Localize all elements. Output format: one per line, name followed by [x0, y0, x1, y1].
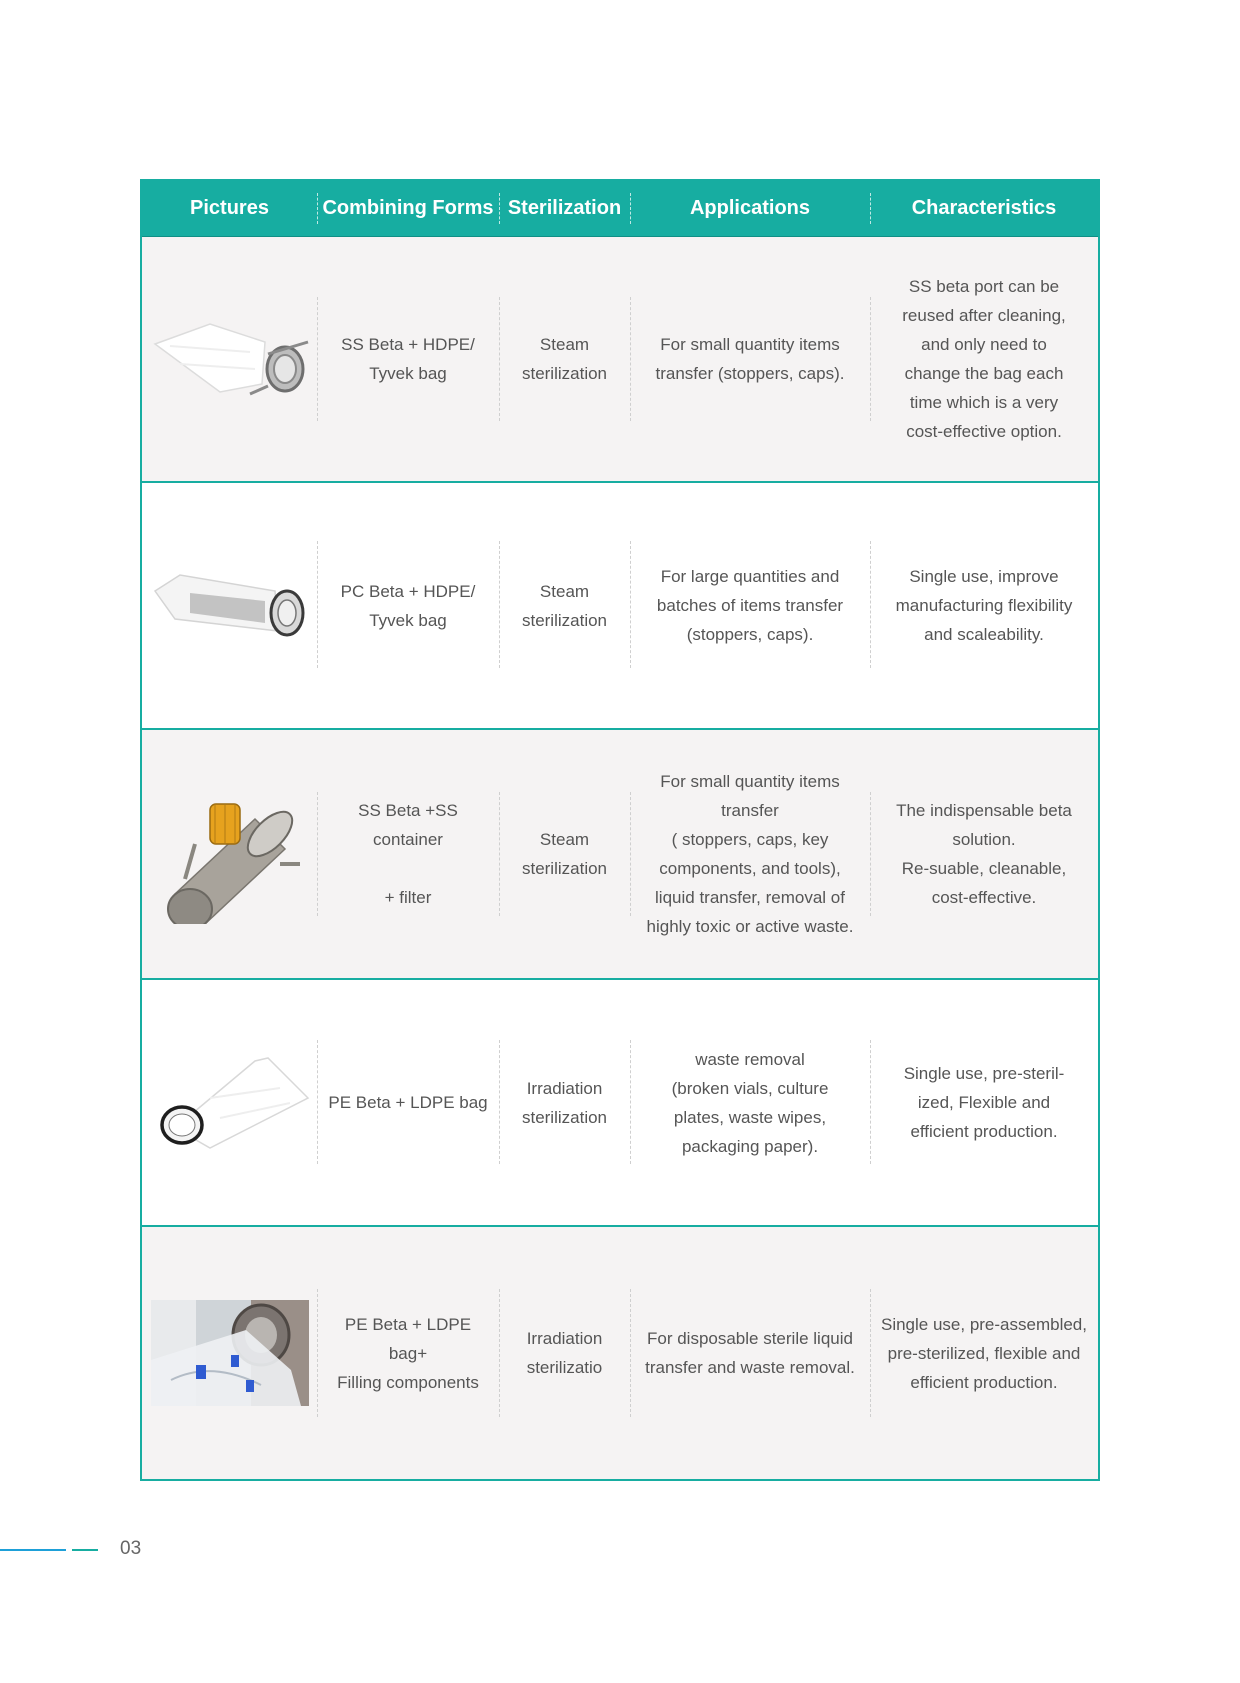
- table-row: [142, 1227, 1098, 1479]
- table-row: [142, 980, 1098, 1227]
- application: For small quantity items transfer ( stoppers, caps, key components, and tools), liquid transfer, removal of highly toxic or active waste.: [646, 772, 854, 936]
- sterilization: Irradiation sterilizatio: [526, 1329, 603, 1377]
- column-divider: [870, 1289, 871, 1417]
- column-divider: [499, 1040, 500, 1164]
- column-divider: [317, 541, 318, 668]
- header-characteristics: Characteristics: [911, 197, 1057, 219]
- application: waste removal (broken vials, culture plates, waste wipes, packaging paper).: [671, 1049, 829, 1156]
- characteristics: Single use, pre-steril- ized, Flexible and efficient production.: [903, 1064, 1065, 1141]
- header-sterilization: Sterilization: [507, 197, 622, 219]
- column-divider: [499, 297, 500, 421]
- characteristics: SS beta port can be reused after cleaning, and only need to change the bag each time which is a very cost-effective option.: [902, 277, 1066, 441]
- application: For disposable sterile liquid transfer and waste removal.: [645, 1329, 855, 1377]
- combining-form: PC Beta + HDPE/ Tyvek bag: [340, 581, 476, 630]
- column-divider: [630, 297, 631, 421]
- table-row: [142, 483, 1098, 730]
- footer-accent-line: [72, 1549, 98, 1551]
- application: For small quantity items transfer (stoppers, caps).: [655, 335, 845, 383]
- column-divider: [870, 1040, 871, 1164]
- column-divider: [317, 297, 318, 421]
- ss-beta-container-image: [142, 730, 317, 978]
- sterilization: Irradiation sterilization: [521, 1078, 608, 1127]
- combining-form: PE Beta + LDPE bag+ Filling components: [337, 1314, 479, 1392]
- header-divider: [630, 193, 631, 224]
- column-divider: [870, 792, 871, 916]
- pe-beta-ldpe-bag-image: [142, 980, 317, 1225]
- column-divider: [630, 792, 631, 916]
- combining-form: SS Beta +SS container + filter: [358, 801, 458, 907]
- column-divider: [499, 541, 500, 668]
- page-number: 03: [120, 1538, 142, 1559]
- header-applications: Applications: [689, 197, 810, 219]
- ss-beta-hdpe-bag-image: [142, 237, 317, 481]
- footer-accent-line: [0, 1549, 66, 1551]
- sterilization: Steam sterilization: [521, 830, 608, 878]
- header-divider: [870, 193, 871, 224]
- header-pictures: Pictures: [190, 197, 269, 219]
- combining-form: SS Beta + HDPE/ Tyvek bag: [341, 335, 475, 383]
- column-divider: [870, 541, 871, 668]
- pe-beta-filling-components-image: [142, 1227, 317, 1479]
- sterilization: Steam sterilization: [521, 335, 608, 383]
- characteristics: Single use, improve manufacturing flexibility and scaleability.: [895, 567, 1073, 644]
- product-table: [140, 179, 1100, 1481]
- table-row: [142, 730, 1098, 980]
- pc-beta-hdpe-bag-image: [142, 483, 317, 728]
- table-row: [142, 237, 1098, 483]
- application: For large quantities and batches of items transfer (stoppers, caps).: [656, 567, 844, 644]
- characteristics: Single use, pre-assembled, pre-sterilized, flexible and efficient production.: [880, 1314, 1087, 1392]
- table-header: [142, 181, 1098, 237]
- column-divider: [317, 1289, 318, 1417]
- sterilization: Steam sterilization: [521, 581, 608, 630]
- column-divider: [499, 1289, 500, 1417]
- column-divider: [317, 1040, 318, 1164]
- column-divider: [630, 541, 631, 668]
- header-combining-forms: Combining Forms: [322, 197, 494, 219]
- combining-form: PE Beta + LDPE bag: [328, 1093, 488, 1112]
- column-divider: [630, 1289, 631, 1417]
- header-divider: [499, 193, 500, 224]
- column-divider: [317, 792, 318, 916]
- header-divider: [317, 193, 318, 224]
- column-divider: [870, 297, 871, 421]
- column-divider: [630, 1040, 631, 1164]
- characteristics: The indispensable beta solution. Re-suable, cleanable, cost-effective.: [896, 801, 1072, 907]
- column-divider: [499, 792, 500, 916]
